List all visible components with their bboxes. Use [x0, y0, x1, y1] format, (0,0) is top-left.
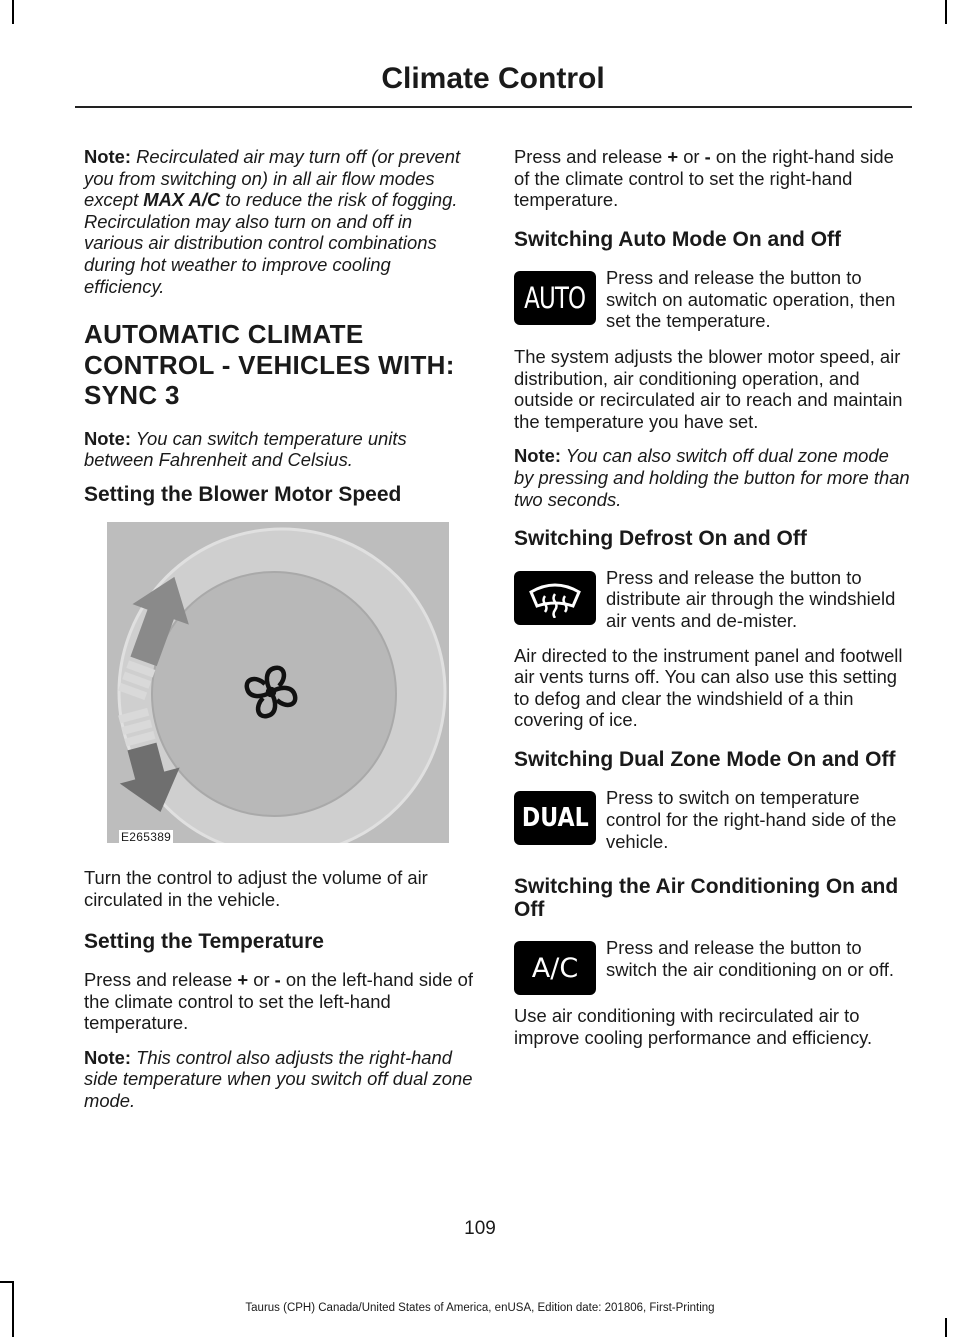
page-title: Climate Control: [381, 62, 605, 95]
left-column: [84, 146, 476, 1125]
auto-button-description: AUTO Press and release the button to switch on automatic operation, then set the temperature.: [514, 267, 910, 332]
blower-control-figure: [107, 522, 449, 843]
right-column: [514, 146, 910, 1061]
blower-instruction: Turn the control to adjust the volume of air circulated in the vehicle.: [84, 867, 428, 910]
temperature-heading: Setting the Temperature: [84, 929, 324, 953]
blower-dial-drawing: [107, 522, 449, 843]
note-auto-dual: Note: You can also switch off dual zone mode by pressing and holding the button for more than two seconds.: [514, 445, 910, 510]
defrost-button-description: Press and release the button to distribute air through the windshield air vents and de-mister.: [514, 567, 910, 632]
figure-code: E265389: [121, 830, 172, 845]
windshield-defrost-glyph: [525, 578, 585, 618]
section-heading: AUTOMATIC CLIMATE CONTROL - VEHICLES WITH: SYNC 3: [84, 319, 455, 411]
crop-mark: [945, 0, 947, 24]
note-recirculated-air: Note: Recirculated air may turn off (or prevent you from switching on) in all air flow modes except MAX A/C to reduce the risk of fogging. Recirculation may also turn on and off in various air distribution control combinations during hot weather to improve cooling efficiency.: [84, 146, 461, 297]
ac-description: Use air conditioning with recirculated air to improve cooling performance and efficiency.: [514, 1005, 873, 1048]
dual-button-description: DUAL Press to switch on temperature control for the right-hand side of the vehicle.: [514, 787, 910, 852]
auto-button-icon: AUTO: [514, 271, 596, 325]
defrost-heading: Switching Defrost On and Off: [514, 527, 807, 551]
crop-mark: [945, 1318, 947, 1337]
note-temperature-units: Note: You can switch temperature units between Fahrenheit and Celsius.: [84, 427, 407, 471]
header-divider: [75, 106, 912, 108]
temperature-instruction: Press and release + or - on the left-hand side of the climate control to set the left-hand temperature.: [84, 969, 474, 1034]
dual-button-icon: DUAL: [514, 791, 596, 845]
right-temperature-instruction: Press and release + or - on the right-hand side of the climate control to set the right-hand temperature.: [514, 146, 894, 211]
page-number: 109: [464, 1218, 496, 1239]
ac-button-description: A/C Press and release the button to switch the air conditioning on or off.: [514, 937, 910, 991]
edition-footer: Taurus (CPH) Canada/United States of America, enUSA, Edition date: 201806, First-Printing: [245, 1302, 715, 1314]
auto-mode-heading: Switching Auto Mode On and Off: [514, 227, 842, 251]
auto-system-description: The system adjusts the blower motor speed, air distribution, air conditioning operation, and outside or recirculated air to reach and maintain the temperature you have set.: [514, 346, 903, 432]
defrost-description: Air directed to the instrument panel and footwell air vents turns off. You can also use this setting to defog and clear the windshield of a thin covering of ice.: [514, 644, 903, 731]
blower-speed-heading: Setting the Blower Motor Speed: [84, 482, 402, 506]
crop-mark: [0, 1281, 14, 1283]
crop-mark: [12, 0, 14, 24]
dual-zone-heading: Switching Dual Zone Mode On and Off: [514, 747, 896, 771]
note-dual-zone: Note: This control also adjusts the right-hand side temperature when you switch off dual zone mode.: [84, 1046, 473, 1111]
ac-button-icon: A/C: [514, 941, 596, 995]
blower-dial-illustration: [107, 522, 449, 843]
windshield-defrost-icon: [514, 571, 596, 625]
ac-heading: Switching the Air Conditioning On and Off: [514, 875, 899, 921]
